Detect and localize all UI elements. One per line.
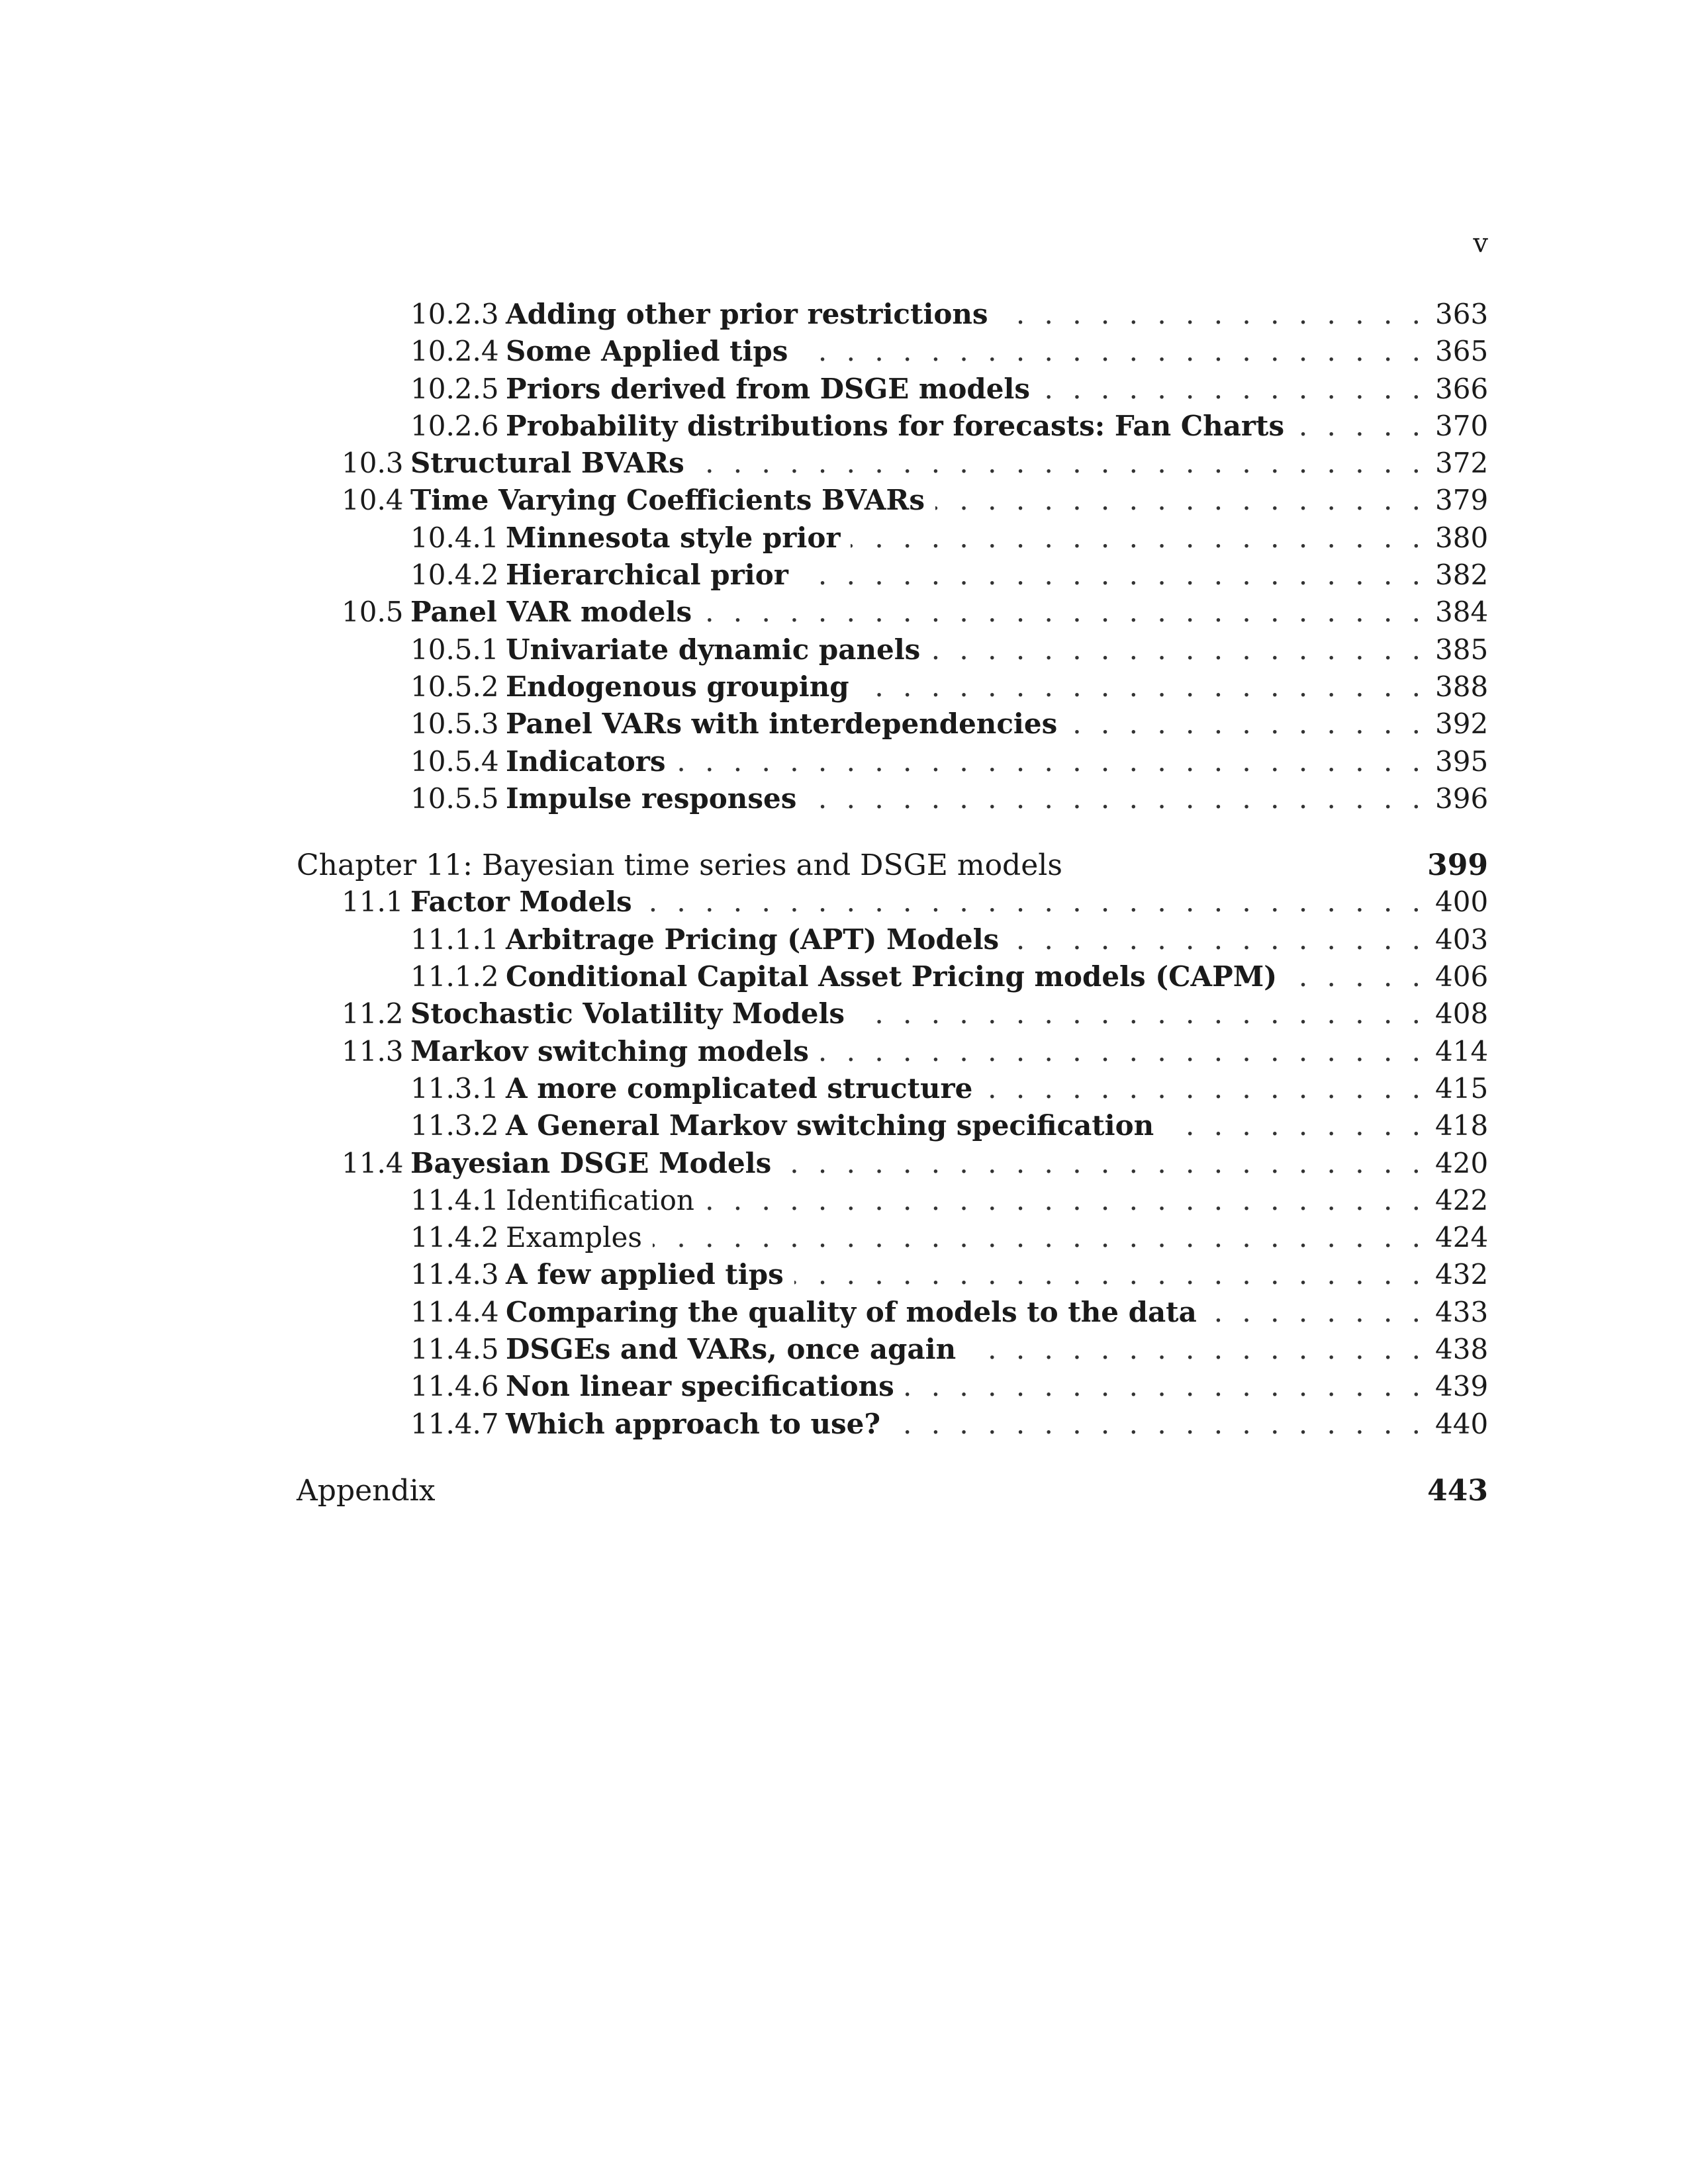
- toc-entry-number: 11.4.3: [410, 1258, 499, 1291]
- toc-entry-number: 10.5: [342, 596, 404, 629]
- toc-entry-page: 366: [1435, 372, 1489, 405]
- toc-entry[interactable]: [297, 707, 1488, 745]
- toc-entry[interactable]: [297, 670, 1488, 707]
- dot-leader: [820, 1035, 1426, 1068]
- toc-entry-number: 11.3: [342, 1034, 404, 1068]
- toc-entry-title: Some Applied tips: [506, 335, 788, 368]
- dot-leader: [705, 1184, 1426, 1216]
- toc-entry[interactable]: [297, 1333, 1488, 1370]
- chapter-title: Chapter 11: Bayesian time series and DSGE models: [297, 848, 1062, 883]
- toc-entry-title: Factor Models: [410, 886, 632, 919]
- toc-entry-number: 10.4: [342, 484, 404, 517]
- toc-entry[interactable]: [297, 1072, 1488, 1109]
- toc-entry-number: 11.1.1: [410, 923, 499, 956]
- toc-section-chapter-10: [297, 298, 1488, 819]
- toc-entry[interactable]: [297, 559, 1488, 596]
- toc-entry[interactable]: [297, 745, 1488, 782]
- toc-entry-title: Endogenous grouping: [506, 670, 849, 703]
- toc-entry-title: Hierarchical prior: [506, 559, 788, 592]
- toc-spacer: [297, 819, 1488, 848]
- toc-entry-title: Stochastic Volatility Models: [410, 997, 845, 1030]
- toc-entry-page: 406: [1435, 960, 1489, 993]
- toc-entry-page: 384: [1435, 596, 1489, 629]
- toc-entry-page: 370: [1435, 409, 1489, 442]
- page-number: v: [1473, 228, 1488, 259]
- toc-entry-number: 11.4.4: [410, 1295, 499, 1328]
- toc-entry-page: 415: [1435, 1071, 1489, 1105]
- toc-entry[interactable]: [297, 1109, 1488, 1146]
- toc-entry-page: 422: [1435, 1183, 1489, 1216]
- toc-entry-number: 11.4: [342, 1146, 404, 1179]
- toc-entry-title: Minnesota style prior: [506, 521, 841, 554]
- toc-entry[interactable]: [297, 1147, 1488, 1184]
- toc-entry-title: Probability distributions for forecasts: Fan Charts: [506, 409, 1285, 442]
- toc-entry-number: 11.4.1: [410, 1183, 499, 1216]
- toc-entry-number: 10.4.2: [410, 559, 499, 592]
- toc-entry[interactable]: [297, 335, 1488, 372]
- toc-entry-title: A few applied tips: [506, 1258, 784, 1291]
- toc-entry-page: 388: [1435, 670, 1489, 703]
- dot-leader: [702, 596, 1426, 628]
- toc-entry-page: 395: [1435, 745, 1489, 778]
- toc-entry-title: A more complicated structure: [506, 1071, 973, 1105]
- dot-leader: [891, 1408, 1426, 1440]
- toc-entry-page: 392: [1435, 707, 1489, 741]
- toc-entry-title: Panel VARs with interdependencies: [506, 707, 1058, 741]
- toc-entry-title: A General Markov switching specification: [506, 1109, 1154, 1142]
- toc-entry[interactable]: [297, 1370, 1488, 1407]
- toc-entry[interactable]: [297, 782, 1488, 819]
- toc-entry-number: 10.3: [342, 447, 404, 480]
- toc-entry[interactable]: [297, 923, 1488, 960]
- toc-entry[interactable]: [297, 596, 1488, 633]
- toc-chapter-11[interactable]: [297, 848, 1488, 886]
- toc-entry-title: Structural BVARs: [410, 447, 684, 480]
- toc-appendix[interactable]: [297, 1474, 1488, 1511]
- toc-entry-number: 11.4.7: [410, 1407, 499, 1440]
- table-of-contents: [297, 298, 1488, 1511]
- toc-entry-title: Non linear specifications: [506, 1370, 894, 1403]
- toc-entry[interactable]: [297, 1408, 1488, 1445]
- toc-entry-title: Bayesian DSGE Models: [410, 1146, 772, 1179]
- toc-entry-page: 385: [1435, 633, 1489, 666]
- toc-entry-number: 10.5.4: [410, 745, 499, 778]
- dot-leader: [983, 1072, 1426, 1105]
- toc-entry-title: Time Varying Coefficients BVARs: [410, 484, 925, 517]
- toc-entry-number: 10.5.3: [410, 707, 499, 741]
- toc-entry-number: 10.4.1: [410, 521, 499, 554]
- dot-leader: [1295, 410, 1426, 442]
- appendix-title: Appendix: [297, 1473, 436, 1508]
- dot-leader: [782, 1147, 1426, 1179]
- toc-entry-page: 438: [1435, 1333, 1489, 1366]
- dot-leader: [1009, 923, 1426, 956]
- toc-entry-number: 10.5.5: [410, 782, 499, 815]
- dot-leader: [653, 1221, 1426, 1253]
- toc-entry-number: 10.5.1: [410, 633, 499, 666]
- toc-entry-title: Identification: [506, 1183, 694, 1216]
- toc-entry-page: 418: [1435, 1109, 1489, 1142]
- dot-leader: [860, 670, 1426, 703]
- toc-entry[interactable]: [297, 484, 1488, 521]
- toc-entry[interactable]: [297, 1221, 1488, 1258]
- dot-leader: [1207, 1296, 1426, 1328]
- toc-entry-title: Priors derived from DSGE models: [506, 372, 1031, 405]
- toc-entry-title: Examples: [506, 1221, 642, 1254]
- toc-entry-page: 372: [1435, 447, 1489, 480]
- toc-entry-page: 439: [1435, 1370, 1489, 1403]
- toc-entry-page: 414: [1435, 1034, 1489, 1068]
- toc-entry-number: 11.4.2: [410, 1221, 499, 1254]
- dot-leader: [676, 745, 1426, 778]
- dot-leader: [966, 1333, 1426, 1365]
- toc-spacer: [297, 1445, 1488, 1474]
- toc-entry-page: 400: [1435, 886, 1489, 919]
- toc-entry-number: 11.1: [342, 886, 404, 919]
- dot-leader: [1041, 373, 1426, 405]
- toc-entry-number: 11.4.5: [410, 1333, 499, 1366]
- toc-entry-page: 432: [1435, 1258, 1489, 1291]
- dot-leader: [1068, 707, 1426, 740]
- toc-entry-title: Which approach to use?: [506, 1407, 880, 1440]
- toc-entry-page: 365: [1435, 335, 1489, 368]
- dot-leader: [931, 633, 1426, 666]
- toc-entry[interactable]: [297, 1258, 1488, 1295]
- toc-entry-number: 11.2: [342, 997, 404, 1030]
- toc-entry[interactable]: [297, 633, 1488, 670]
- dot-leader: [1164, 1109, 1426, 1142]
- toc-entry-number: 11.4.6: [410, 1370, 499, 1403]
- toc-entry[interactable]: [297, 1296, 1488, 1333]
- toc-entry[interactable]: [297, 522, 1488, 559]
- toc-entry-page: 424: [1435, 1221, 1489, 1254]
- toc-entry-page: 380: [1435, 521, 1489, 554]
- dot-leader: [794, 1258, 1426, 1291]
- toc-entry-title: Conditional Capital Asset Pricing models (CAPM): [506, 960, 1278, 993]
- toc-entry-number: 10.2.3: [410, 298, 499, 330]
- toc-entry-number: 11.3.2: [410, 1109, 499, 1142]
- dot-leader: [643, 886, 1426, 918]
- toc-entry[interactable]: [297, 1035, 1488, 1072]
- dot-leader: [799, 559, 1426, 591]
- toc-entry-title: Adding other prior restrictions: [506, 298, 988, 330]
- toc-entry[interactable]: [297, 447, 1488, 484]
- toc-entry-number: 10.2.6: [410, 409, 499, 442]
- dot-leader: [798, 335, 1426, 367]
- toc-entry-title: Univariate dynamic panels: [506, 633, 921, 666]
- toc-entry[interactable]: [297, 997, 1488, 1034]
- dot-leader: [851, 522, 1426, 554]
- dot-leader: [905, 1370, 1426, 1402]
- toc-entry-number: 11.1.2: [410, 960, 499, 993]
- toc-entry-page: 440: [1435, 1407, 1489, 1440]
- toc-entry-title: Panel VAR models: [410, 596, 692, 629]
- dot-leader: [695, 447, 1426, 479]
- toc-entry-page: 433: [1435, 1295, 1489, 1328]
- toc-entry[interactable]: [297, 373, 1488, 410]
- toc-entry-title: Markov switching models: [410, 1034, 809, 1068]
- appendix-page: 443: [1427, 1473, 1488, 1508]
- chapter-page: 399: [1427, 848, 1488, 883]
- dot-leader: [807, 782, 1426, 815]
- toc-entry-page: 363: [1435, 298, 1489, 330]
- toc-entry-title: Comparing the quality of models to the data: [506, 1295, 1197, 1328]
- toc-entry[interactable]: [297, 886, 1488, 923]
- toc-entry-page: 420: [1435, 1146, 1489, 1179]
- toc-entry[interactable]: [297, 960, 1488, 997]
- toc-entry-page: 408: [1435, 997, 1489, 1030]
- toc-entry[interactable]: [297, 410, 1488, 447]
- toc-entry-page: 396: [1435, 782, 1489, 815]
- toc-entry-number: 10.2.5: [410, 372, 499, 405]
- toc-entry-page: 382: [1435, 559, 1489, 592]
- toc-entry-page: 403: [1435, 923, 1489, 956]
- toc-entry-title: DSGEs and VARs, once again: [506, 1333, 957, 1366]
- toc-entry-title: Impulse responses: [506, 782, 797, 815]
- dot-leader: [935, 484, 1426, 516]
- toc-entry[interactable]: [297, 1184, 1488, 1221]
- toc-entry-title: Indicators: [506, 745, 666, 778]
- dot-leader: [999, 298, 1426, 330]
- dot-leader: [1288, 960, 1426, 993]
- toc-entry-number: 10.5.2: [410, 670, 499, 703]
- toc-section-chapter-11: [297, 886, 1488, 1444]
- toc-entry-number: 10.2.4: [410, 335, 499, 368]
- dot-leader: [855, 997, 1426, 1030]
- toc-entry[interactable]: [297, 298, 1488, 335]
- toc-entry-number: 11.3.1: [410, 1071, 499, 1105]
- toc-entry-title: Arbitrage Pricing (APT) Models: [506, 923, 1000, 956]
- toc-entry-page: 379: [1435, 484, 1489, 517]
